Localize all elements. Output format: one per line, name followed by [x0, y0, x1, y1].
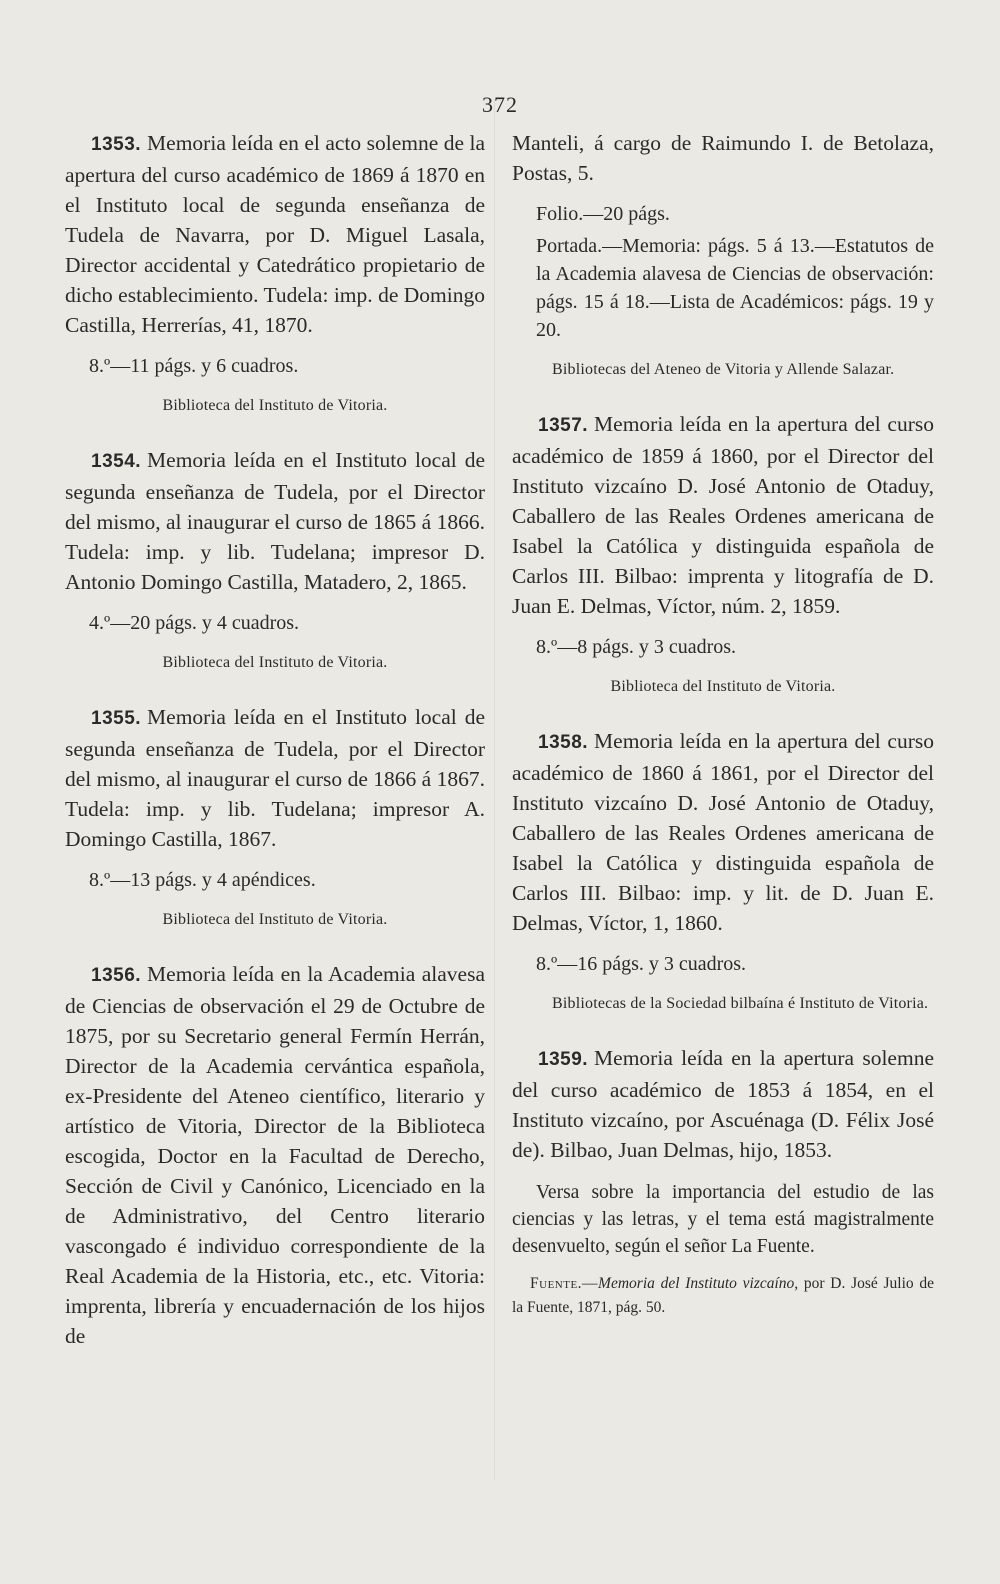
entry-text: Memoria leída en el acto solemne de la apertura del curso académico de 1869 á 1870 en el Instituto local de segunda enseñanza de Tudela de Navarra, por D. Miguel Lasala, Director accidental y Catedrático propietario de dicho establecimiento. Tudela: imp. de Domingo Castilla, Herrerías, 41, 1870.	[65, 131, 485, 337]
entry-contents: Portada.—Memoria: págs. 5 á 13.—Estatutos de la Academia alavesa de Ciencias de observación: págs. 15 á 18.—Lista de Académicos: págs. 19 y 20.	[536, 235, 934, 341]
source-title: Memoria del Instituto vizcaíno,	[598, 1275, 799, 1292]
page-number: 372	[482, 92, 518, 117]
entry-note: Versa sobre la importancia del estudio de las ciencias y las letras, y el tema está magistralmente desenvuelto, según el señor La Fuente.	[512, 1182, 934, 1257]
entry-holding: Biblioteca del Instituto de Vitoria.	[610, 678, 836, 695]
entry-holding: Bibliotecas del Ateneo de Vitoria y Allende Salazar.	[552, 361, 895, 378]
entry-number: 1353.	[91, 134, 142, 155]
entry-number: 1359.	[538, 1049, 589, 1070]
entry-1355	[65, 702, 485, 931]
entry-format: 8.º—13 págs. y 4 apéndices.	[89, 869, 316, 891]
entry-source	[512, 1272, 934, 1320]
entry-format: 8.º—11 págs. y 6 cuadros.	[89, 355, 299, 377]
entry-holding: Biblioteca del Instituto de Vitoria.	[162, 911, 388, 928]
entry-number: 1355.	[91, 708, 142, 729]
continuation-text: Manteli, á cargo de Raimundo I. de Betolaza, Postas, 5.	[512, 131, 934, 185]
entry-holding: Biblioteca del Instituto de Vitoria.	[162, 397, 388, 414]
column-divider	[494, 100, 495, 1480]
entry-text: Memoria leída en el Instituto local de segunda enseñanza de Tudela, por el Director del mismo, al inaugurar el curso de 1866 á 1867. Tudela: imp. y lib. Tudelana; impresor A. Domingo Castilla, 1867.	[65, 705, 485, 851]
entry-holding: Bibliotecas de la Sociedad bilbaína é Instituto de Vitoria.	[552, 995, 929, 1012]
entry-format: 8.º—8 págs. y 3 cuadros.	[536, 636, 737, 658]
entry-text: Memoria leída en la apertura del curso académico de 1860 á 1861, por el Director del Instituto vizcaíno D. José Antonio de Otaduy, Caballero de las Reales Ordenes americana de Isabel la Católica y distinguida española de Carlos III. Bilbao: imp. y lit. de D. Juan E. Delmas, Víctor, 1, 1860.	[512, 729, 934, 935]
entry-1358	[512, 726, 934, 1015]
entry-1353	[65, 128, 485, 417]
entry-number: 1354.	[91, 451, 142, 472]
entry-1357	[512, 409, 934, 698]
entry-1354	[65, 445, 485, 674]
entry-text: Memoria leída en la apertura del curso académico de 1859 á 1860, por el Director del Instituto vizcaíno D. José Antonio de Otaduy, Caballero de las Reales Ordenes americana de Isabel la Católica y distinguida española de Carlos III. Bilbao: imprenta y litografía de D. Juan E. Delmas, Víctor, núm. 2, 1859.	[512, 412, 934, 618]
source-details: por D. José Julio de la Fuente, 1871, pág. 50.	[512, 1275, 934, 1316]
entry-format: 8.º—16 págs. y 3 cuadros.	[536, 953, 747, 975]
entry-1356	[65, 959, 485, 1351]
entry-number: 1358.	[538, 732, 589, 753]
right-column	[512, 128, 934, 1348]
entry-1356-continued	[512, 128, 934, 381]
source-label: Fuente.—	[530, 1275, 599, 1292]
entry-format: Folio.—20 págs.	[536, 203, 670, 225]
entry-text: Memoria leída en el Instituto local de segunda enseñanza de Tudela, por el Director del mismo, al inaugurar el curso de 1865 á 1866. Tudela: imp. y lib. Tudelana; impresor D. Antonio Domingo Castilla, Matadero, 2, 1865.	[65, 448, 485, 594]
entry-holding: Biblioteca del Instituto de Vitoria.	[162, 654, 388, 671]
left-column	[65, 128, 485, 1379]
entry-1359	[512, 1043, 934, 1320]
entry-number: 1356.	[91, 965, 142, 986]
entry-number: 1357.	[538, 415, 589, 436]
entry-text: Memoria leída en la Academia alavesa de Ciencias de observación el 29 de Octubre de 1875, por su Secretario general Fermín Herrán, Director de la Academia cervántica española, ex-Presidente del Ateneo científico, literario y artístico de Vitoria, Director de la Biblioteca escogida, Doctor en la Facultad de Derecho, Sección de Civil y Canónico, Licenciado en la de Administrativo, del Centro literario vascongado é individuo correspondiente de la Real Academia de la Historia, etc., etc. Vitoria: imprenta, librería y encuadernación de los hijos de	[65, 962, 485, 1348]
entry-format: 4.º—20 págs. y 4 cuadros.	[89, 612, 300, 634]
entry-text: Memoria leída en la apertura solemne del curso académico de 1853 á 1854, en el Instituto vizcaíno, por Ascuénaga (D. Félix José de). Bilbao, Juan Delmas, hijo, 1853.	[512, 1046, 934, 1162]
